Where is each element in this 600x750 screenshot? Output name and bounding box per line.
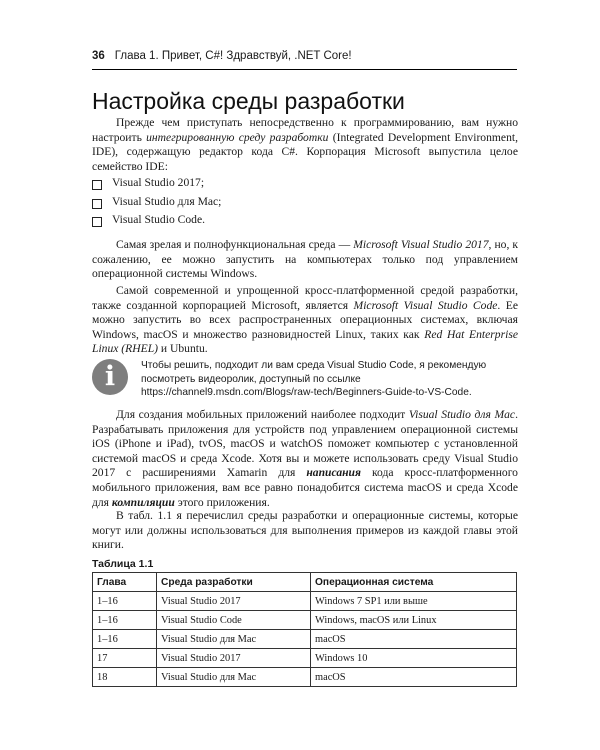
- paragraph-mobile: [92, 408, 518, 510]
- table-row: [93, 630, 517, 649]
- section-title: Настройка среды разработки: [92, 88, 405, 114]
- emphasis-term: интегрированную среду разработки: [146, 130, 329, 144]
- text-run: этого приложения.: [174, 495, 270, 509]
- table-cell: Visual Studio Code: [157, 611, 311, 630]
- list-item: [92, 176, 512, 195]
- text-run: . Ее можно запустить во всех распространенных операционных системах, включая Windows, macOS и множество разновидностей Linux, таких как: [92, 298, 518, 341]
- text-run: кода кросс-платформенного мобильного приложения, вам все равно понадобится система macOS и среда Xcode для: [92, 466, 518, 509]
- page-number: 36: [92, 50, 105, 62]
- list-item-text: Visual Studio 2017;: [112, 176, 205, 189]
- info-icon: i: [92, 359, 128, 395]
- text-run: . Разрабатывать приложения для устройств под управлением операционной системы iOS (iPhone и iPad), tvOS, macOS и watchOS поможет компьютер с установленной системой macOS и среда Xcode. Хотя вы и можете использовать среду Visual Studio 2017 с расширениями Xamarin для: [92, 408, 518, 480]
- checkbox-bullet-icon: [92, 180, 102, 190]
- text-run: (Integrated Development Environment, IDE), содержащую редактор кода C#. Корпорация Microsoft выпустила целое семейство IDE:: [92, 130, 518, 173]
- column-header: Операционная система: [311, 573, 517, 592]
- table-cell: 18: [93, 668, 157, 687]
- table-row: [93, 611, 517, 630]
- emphasis-term: написания: [306, 466, 361, 480]
- note-text: Чтобы решить, подходит ли вам среда Visual Studio Code, я рекомендую посмотреть видеоролик, доступный по ссылке https://channel9.msdn.com/Blogs/raw-tech/Beginners-Guide-to-VS-Code.: [141, 360, 487, 398]
- text-run: Самой современной и упрощенной кросс-платформенной средой разработки, также созданной корпорацией Microsoft, является: [92, 284, 518, 312]
- text-run: и Ubuntu.: [158, 342, 208, 356]
- table-cell: 17: [93, 649, 157, 668]
- table-row: [93, 668, 517, 687]
- table-cell: Windows 7 SP1 или выше: [311, 592, 517, 611]
- list-item-text: Visual Studio Code.: [112, 213, 206, 226]
- environments-table: [92, 572, 517, 687]
- chapter-title: Глава 1. Привет, C#! Здравствуй, .NET Core!: [114, 50, 352, 62]
- emphasis-term: компиляции: [111, 495, 175, 509]
- paragraph-vs2017: [92, 238, 518, 282]
- ide-list: [92, 176, 512, 232]
- list-item: [92, 213, 512, 232]
- table-cell: Windows, macOS или Linux: [311, 611, 517, 630]
- text-run: , но, к сожалению, ее можно запустить на компьютерах только под управлением операционной системы Windows.: [92, 238, 519, 281]
- paragraph-table-ref: В табл. 1.1 я перечислил среды разработки и операционные системы, которые могут или должны использоваться для выполнения примеров из каждой главы этой книги.: [92, 509, 518, 552]
- table-row: [93, 649, 517, 668]
- checkbox-bullet-icon: [92, 217, 102, 227]
- running-header: [92, 50, 517, 68]
- table-row: [93, 592, 517, 611]
- table-cell: Visual Studio для Mac: [157, 630, 311, 649]
- text-run: Самая зрелая и полнофункциональная среда —: [116, 238, 354, 251]
- table-cell: macOS: [311, 668, 517, 687]
- list-item-text: Visual Studio для Mac;: [112, 194, 222, 208]
- list-item: [92, 195, 512, 214]
- table-cell: 1–16: [93, 630, 157, 649]
- table-cell: Windows 10: [311, 649, 517, 668]
- table-cell: Visual Studio 2017: [157, 592, 311, 611]
- column-header: Глава: [93, 573, 157, 592]
- header-rule: [92, 69, 517, 70]
- text-run: Для создания мобильных приложений наиболее подходит: [116, 408, 409, 421]
- table-cell: Visual Studio 2017: [157, 649, 311, 668]
- checkbox-bullet-icon: [92, 199, 102, 209]
- emphasis-term: Red Hat Enterprise Linux (RHEL): [92, 327, 518, 356]
- table-header-row: [93, 573, 517, 592]
- paragraph-intro: [92, 116, 518, 174]
- text-run: Прежде чем приступать непосредственно к программированию, вам нужно настроить: [92, 116, 518, 144]
- emphasis-term: Microsoft Visual Studio Code: [353, 298, 498, 312]
- emphasis-term: Microsoft Visual Studio 2017: [353, 238, 489, 251]
- emphasis-term: Visual Studio для Mac: [408, 408, 516, 421]
- table-cell: 1–16: [93, 611, 157, 630]
- table-cell: 1–16: [93, 592, 157, 611]
- column-header: Среда разработки: [157, 573, 311, 592]
- table-cell: Visual Studio для Mac: [157, 668, 311, 687]
- paragraph-vscode: [92, 284, 518, 357]
- table-cell: macOS: [311, 630, 517, 649]
- table-caption: Таблица 1.1: [92, 558, 154, 570]
